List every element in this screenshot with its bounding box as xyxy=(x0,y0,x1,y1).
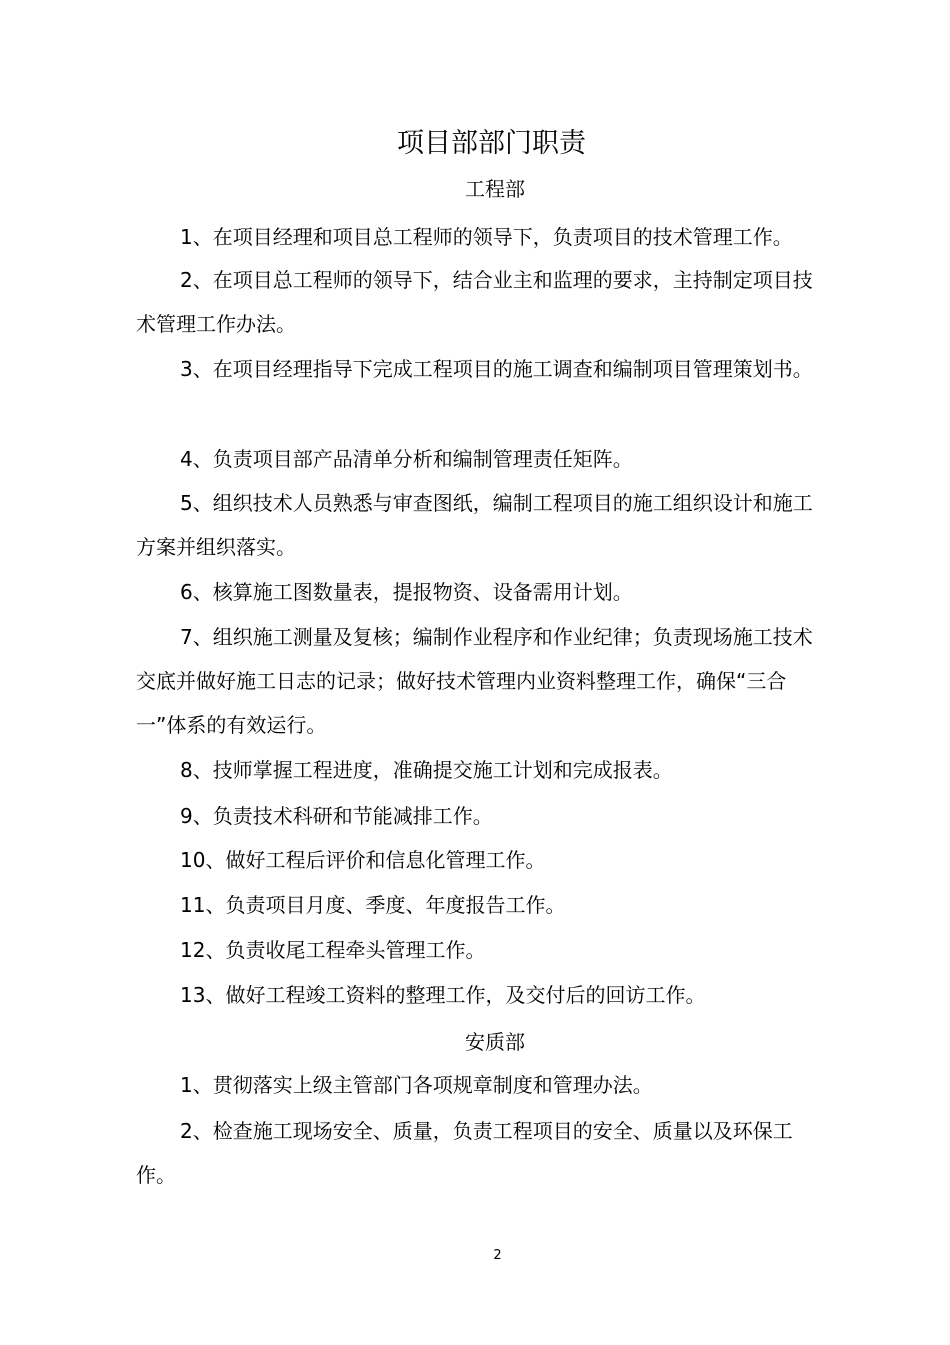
engineering-item-3: 3、在项目经理指导下完成工程项目的施工调查和编制项目管理策划书。 xyxy=(180,357,813,381)
safety-quality-item-1: 1、贯彻落实上级主管部门各项规章制度和管理办法。 xyxy=(180,1073,653,1097)
engineering-item-12: 12、负责收尾工程牵头管理工作。 xyxy=(180,938,486,962)
page-number: 2 xyxy=(493,1248,502,1263)
safety-quality-item-2: 2、检查施工现场安全、质量，负责工程项目的安全、质量以及环保工作。 xyxy=(136,1119,793,1187)
engineering-item-7: 7、组织施工测量及复核；编制作业程序和作业纪律；负责现场施工技术交底并做好施工日志的记录；做好技术管理内业资料整理工作，确保“三合一”体系的有效运行。 xyxy=(136,625,813,737)
engineering-item-5: 5、组织技术人员熟悉与审查图纸，编制工程项目的施工组织设计和施工方案并组织落实。 xyxy=(136,491,813,559)
engineering-item-6: 6、核算施工图数量表，提报物资、设备需用计划。 xyxy=(180,580,633,604)
engineering-item-10: 10、做好工程后评价和信息化管理工作。 xyxy=(180,848,546,872)
engineering-item-2: 2、在项目总工程师的领导下，结合业主和监理的要求，主持制定项目技术管理工作办法。 xyxy=(136,268,813,336)
section-heading-safety-quality: 安质部 xyxy=(465,1030,525,1054)
section-heading-engineering: 工程部 xyxy=(465,177,525,201)
engineering-item-11: 11、负责项目月度、季度、年度报告工作。 xyxy=(180,893,566,917)
engineering-item-9: 9、负责技术科研和节能减排工作。 xyxy=(180,804,493,828)
engineering-item-4: 4、负责项目部产品清单分析和编制管理责任矩阵。 xyxy=(180,447,633,471)
engineering-item-13: 13、做好工程竣工资料的整理工作，及交付后的回访工作。 xyxy=(180,983,706,1007)
document-title: 项目部部门职责 xyxy=(397,128,586,159)
engineering-item-8: 8、技师掌握工程进度，准确提交施工计划和完成报表。 xyxy=(180,758,673,782)
engineering-item-1: 1、在项目经理和项目总工程师的领导下，负责项目的技术管理工作。 xyxy=(180,225,793,249)
